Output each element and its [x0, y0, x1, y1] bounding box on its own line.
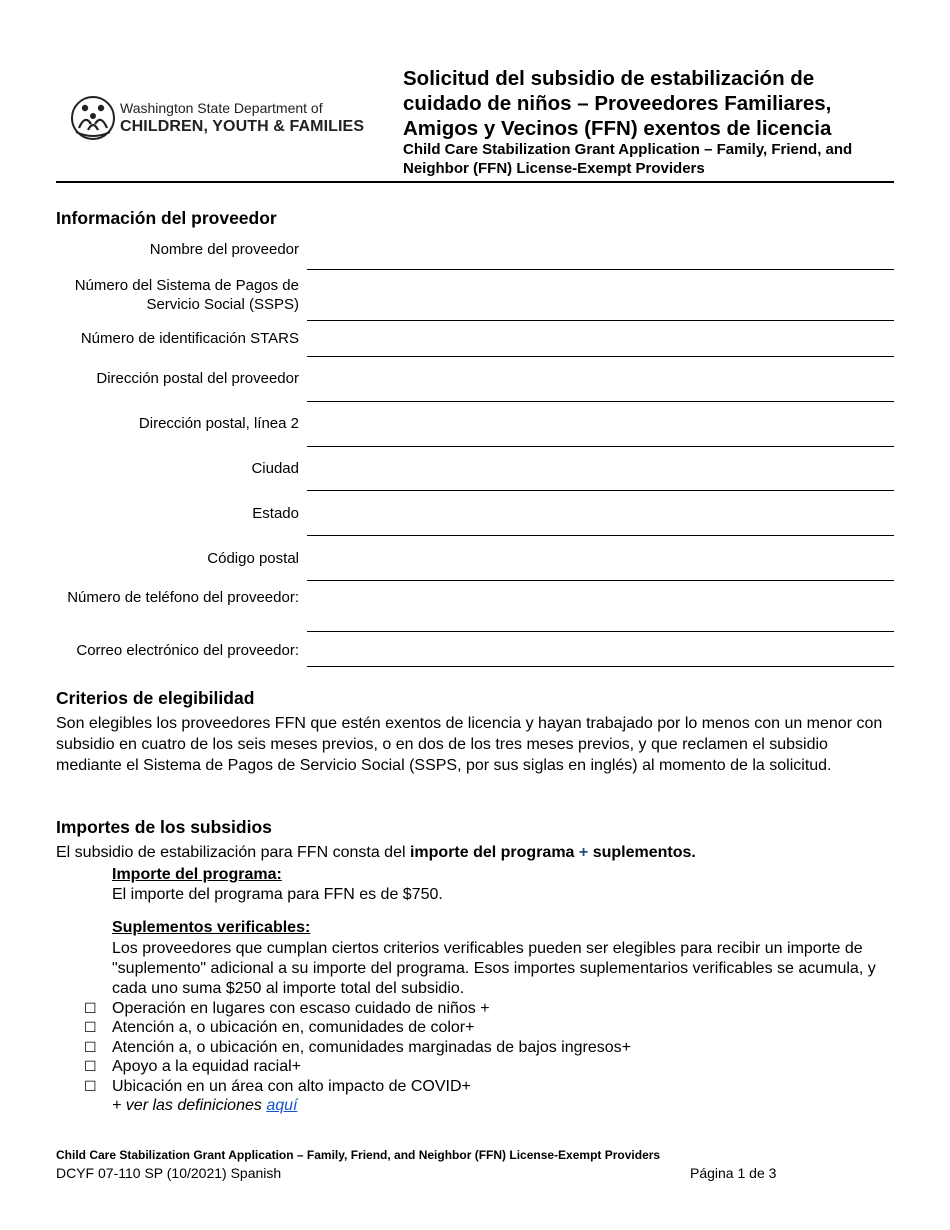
- checklist-item[interactable]: [84, 998, 490, 1019]
- footer-title: Child Care Stabilization Grant Application – Family, Friend, and Neighbor (FFN) License-Exempt Providers: [56, 1148, 661, 1162]
- amounts-intro-supplements: suplementos.: [592, 844, 696, 861]
- checkbox[interactable]: ☐: [84, 1078, 97, 1094]
- field-label-mailing-address-2: Dirección postal, línea 2: [138, 415, 299, 432]
- field-ssps-number[interactable]: [307, 320, 894, 321]
- amounts-intro-prefix: El subsidio de estabilización para FFN consta del: [56, 844, 410, 861]
- field-mailing-address-2[interactable]: [307, 446, 894, 447]
- checklist-item[interactable]: [84, 1056, 301, 1077]
- amounts-heading: Importes de los subsidios: [56, 817, 272, 837]
- checklist-label: Atención a, o ubicación en, comunidades marginadas de bajos ingresos+: [112, 1039, 631, 1056]
- field-label-provider-name: Nombre del proveedor: [149, 241, 299, 258]
- title-spanish: Solicitud del subsidio de estabilización de cuidado de niños – Proveedores Familiares, Amigos y Vecinos (FFN) exentos de licencia: [403, 67, 832, 140]
- amounts-intro-program: importe del programa: [409, 844, 575, 861]
- header-divider: [56, 181, 894, 183]
- checkbox[interactable]: ☐: [84, 1000, 97, 1016]
- field-label-zip-code: Código postal: [207, 550, 299, 567]
- field-stars-id[interactable]: [307, 356, 894, 357]
- provider-info-heading: Información del proveedor: [56, 208, 277, 228]
- field-label-state: Estado: [252, 505, 299, 522]
- field-label-stars-id: Número de identificación STARS: [80, 330, 299, 347]
- field-label-phone: Número de teléfono del proveedor:: [67, 589, 299, 606]
- field-city[interactable]: [307, 490, 894, 491]
- checkbox[interactable]: ☐: [84, 1019, 97, 1035]
- eligibility-heading: Criterios de elegibilidad: [56, 688, 255, 708]
- field-label-city: Ciudad: [251, 460, 299, 477]
- field-label-mailing-address: Dirección postal del proveedor: [96, 370, 299, 387]
- field-provider-name[interactable]: [307, 269, 894, 270]
- field-phone[interactable]: [307, 631, 894, 632]
- definitions-prefix: + ver las definiciones: [112, 1097, 267, 1114]
- field-label-ssps-number: Número del Sistema de Pagos de Servicio Social (SSPS): [74, 277, 299, 313]
- footer-form-code: DCYF 07-110 SP (10/2021) Spanish: [56, 1165, 282, 1181]
- dcyf-family-icon: [70, 94, 116, 142]
- supplements-text: Los proveedores que cumplan ciertos criterios verificables pueden ser elegibles para recibir un importe de "suplemento" adicional a su importe del programa. Esos importes suplementarios verificables se acumula, y cada uno suma $250 al importe total del subsidio.: [112, 940, 876, 997]
- field-zip-code[interactable]: [307, 580, 894, 581]
- supplements-heading: Suplementos verificables:: [112, 919, 311, 936]
- logo-text-line1: Washington State Department of: [120, 100, 323, 116]
- checklist-item[interactable]: [84, 1017, 474, 1038]
- field-state[interactable]: [307, 535, 894, 536]
- field-mailing-address[interactable]: [307, 401, 894, 402]
- checkbox[interactable]: ☐: [84, 1039, 97, 1055]
- checklist-item[interactable]: [84, 1076, 471, 1097]
- footer-page-number: Página 1 de 3: [690, 1165, 777, 1181]
- definitions-note: [112, 1097, 297, 1115]
- definitions-link[interactable]: aquí: [266, 1097, 298, 1114]
- eligibility-text: Son elegibles los proveedores FFN que estén exentos de licencia y hayan trabajado por lo menos con un menor con subsidio en cuatro de los seis meses previos, o en dos de los tres meses previos, y que reclamen el subsidio mediante el Sistema de Pagos de Servicio Social (SSPS, por sus siglas en inglés) al momento de la solicitud.: [56, 715, 883, 774]
- field-email[interactable]: [307, 666, 894, 667]
- checklist-item[interactable]: [84, 1037, 631, 1058]
- program-amount-text: El importe del programa para FFN es de $750.: [112, 886, 443, 903]
- program-amount-heading: Importe del programa:: [112, 866, 282, 883]
- checklist-label: Atención a, o ubicación en, comunidades de color+: [112, 1019, 475, 1036]
- field-label-email: Correo electrónico del proveedor:: [76, 642, 299, 659]
- title-english: Child Care Stabilization Grant Application – Family, Friend, and Neighbor (FFN) License-Exempt Providers: [403, 141, 853, 177]
- logo-text-line2: CHILDREN, YOUTH & FAMILIES: [120, 118, 365, 135]
- checklist-label: Apoyo a la equidad racial+: [112, 1058, 302, 1075]
- checklist-label: Ubicación en un área con alto impacto de COVID+: [112, 1078, 471, 1095]
- dcyf-logo: [70, 94, 365, 144]
- amounts-intro-plus: +: [574, 844, 593, 861]
- checkbox[interactable]: ☐: [84, 1058, 97, 1074]
- checklist-label: Operación en lugares con escaso cuidado de niños +: [112, 1000, 490, 1017]
- amounts-intro: [56, 842, 896, 863]
